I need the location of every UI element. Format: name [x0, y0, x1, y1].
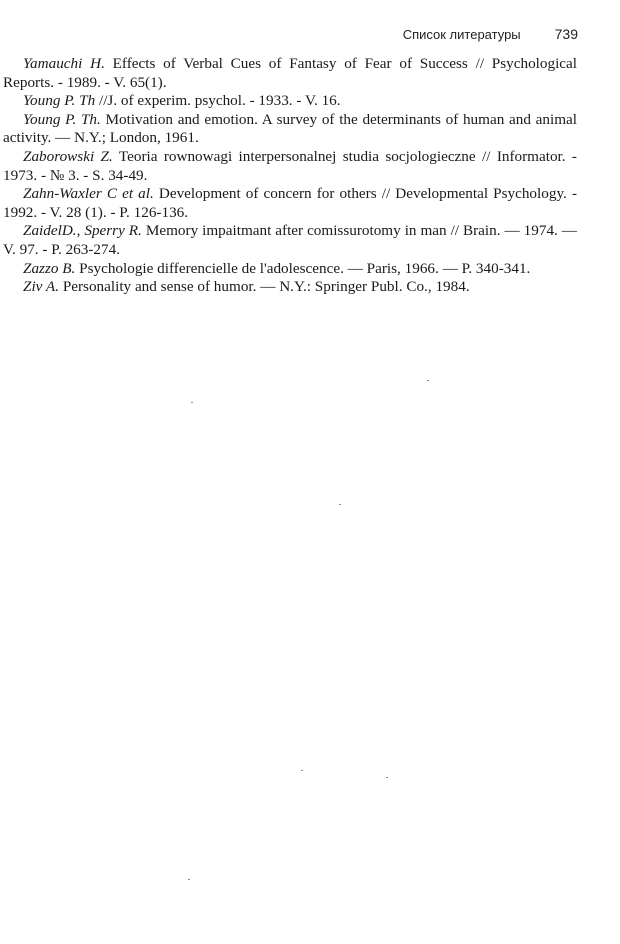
- reference-author: Zaborowski Z.: [23, 147, 113, 165]
- reference-entry: [3, 111, 577, 148]
- scan-speck: [301, 770, 303, 771]
- page-number: 739: [554, 26, 578, 42]
- scan-speck: [191, 402, 193, 403]
- reference-text: Teoria rownowagi interpersonalnej studia socjologieczne // Informator. - 1973. - № 3. - S. 34-49.: [3, 147, 577, 184]
- reference-author: Ziv A.: [23, 278, 60, 296]
- reference-author: Yamauchi H.: [23, 55, 105, 72]
- reference-entry: [3, 278, 577, 297]
- scan-speck: [339, 504, 341, 505]
- reference-author: Young P. Th: [23, 92, 96, 110]
- reference-entry: [3, 148, 577, 185]
- reference-entry: [3, 260, 577, 279]
- reference-text: Development of concern for others // Developmental Psychology. - 1992. - V. 28 (1). - P. 126-136.: [3, 185, 578, 221]
- section-title: Список литературы: [402, 27, 521, 42]
- reference-author: Young P. Th.: [23, 110, 101, 128]
- reference-author: Zahn-Waxler C et al.: [23, 185, 154, 203]
- reference-text: Personality and sense of humor. — N.Y.: Springer Publ. Co., 1984.: [59, 278, 470, 296]
- running-head: [403, 26, 578, 42]
- reference-author: Zazzo B.: [23, 259, 76, 277]
- reference-entry: [3, 185, 577, 222]
- scan-speck: [188, 879, 190, 880]
- reference-text: //J. of experim. psychol. - 1933. - V. 16.: [95, 92, 341, 110]
- reference-text: Psychologie differencielle de l'adolescence. — Paris, 1966. — P. 340-341.: [75, 259, 531, 277]
- reference-entry: [3, 222, 577, 259]
- scan-speck: [427, 380, 429, 381]
- reference-list: [3, 55, 577, 297]
- reference-text: Memory impaitmant after comissurotomy in man // Brain. — 1974. — V. 97. - P. 263-274.: [3, 222, 577, 258]
- reference-entry: [3, 55, 577, 92]
- scan-speck: [386, 777, 388, 778]
- reference-author: ZaidelD., Sperry R.: [23, 222, 142, 240]
- reference-text: Motivation and emotion. A survey of the determinants of human and animal activity. — N.Y.; London, 1961.: [3, 110, 577, 147]
- reference-entry: [3, 92, 577, 111]
- reference-text: Effects of Verbal Cues of Fantasy of Fear of Success // Psychological Reports. - 1989. - V. 65(1).: [3, 55, 577, 91]
